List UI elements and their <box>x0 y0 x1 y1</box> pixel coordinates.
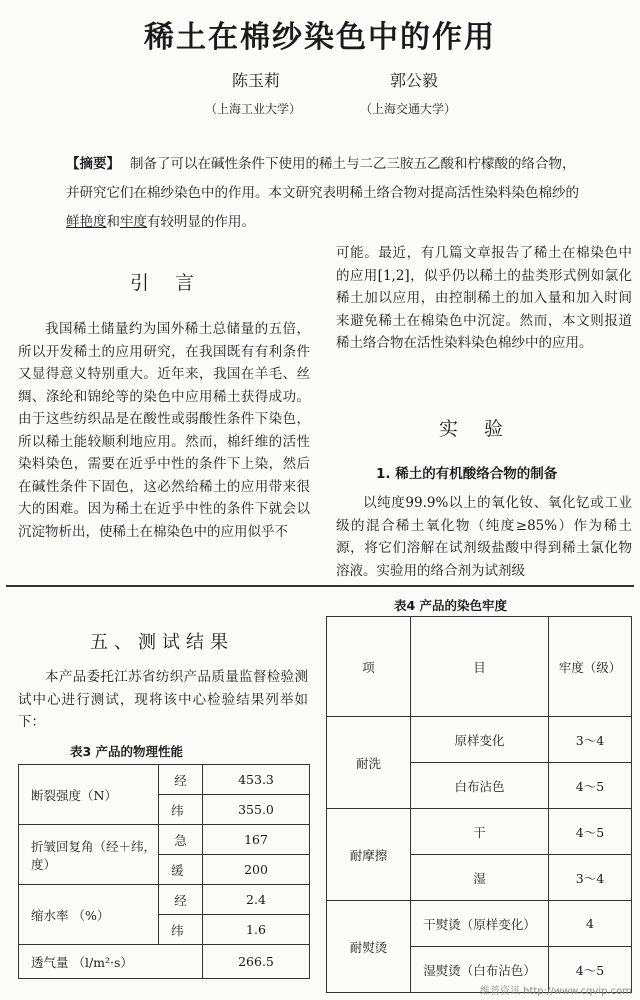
table-cell-direction: 经 <box>159 765 203 795</box>
table-cell-group: 耐洗 <box>327 717 411 809</box>
table3-caption: 表3 产品的物理性能 <box>70 744 184 759</box>
table-cell-value: 355.0 <box>203 795 310 825</box>
table-cell-item: 湿 <box>411 855 549 901</box>
section-heading-results: 五、测试结果 <box>90 632 234 653</box>
table-row <box>19 945 310 979</box>
abstract-underlined-term: 牢度 <box>120 214 147 230</box>
author-affiliation: （上海交通大学） <box>360 102 457 116</box>
section-heading-experiment: 实验 <box>438 418 529 440</box>
table-cell-value: 3～4 <box>549 717 632 763</box>
table-row <box>327 617 632 717</box>
table-row <box>327 901 632 947</box>
table-cell-direction: 急 <box>159 825 203 855</box>
table-cell-value: 167 <box>203 825 310 855</box>
table-cell-direction: 经 <box>159 885 203 915</box>
table-cell-value: 3～4 <box>549 855 632 901</box>
table-cell-value: 2.4 <box>203 885 310 915</box>
table-cell-value: 4 <box>549 901 632 947</box>
table-header-cell: 牢度（级） <box>549 617 632 717</box>
section-heading-intro: 引言 <box>129 272 220 294</box>
abstract-label: 【摘要】 <box>66 156 120 172</box>
watermark-text: 维普资讯 http://www.cqvip.com <box>479 986 632 997</box>
abstract-text: 有较明显的作用。 <box>147 214 255 230</box>
table-cell-value: 453.3 <box>203 765 310 795</box>
paper-title: 稀土在棉纱染色中的作用 <box>144 20 496 55</box>
table-cell-value: 1.6 <box>203 915 310 945</box>
author-name: 郭公毅 <box>390 71 439 90</box>
abstract-text: 制备了可以在碱性条件下使用的稀土与二乙三胺五乙酸和柠檬酸的络合物，并研究它们在棉纱染色中的作用。本文研究表明稀土络合物对提高活性染料染色棉纱的 <box>66 156 579 201</box>
table-row <box>19 825 310 855</box>
table-cell-direction: 纬 <box>159 795 203 825</box>
table-cell-value: 4～5 <box>549 809 632 855</box>
table-row <box>19 885 310 915</box>
table-header-cell: 项 <box>327 617 411 717</box>
table-cell-property: 断裂强度（N） <box>19 765 159 825</box>
table-cell-property: 缩水率 （%） <box>19 885 159 945</box>
table4 <box>326 616 632 993</box>
table-header-cell: 目 <box>411 617 549 717</box>
table-cell-direction: 纬 <box>159 915 203 945</box>
table-cell-item: 干 <box>411 809 549 855</box>
results-paragraph: 本产品委托江苏省纺织产品质量监督检验测试中心进行测试，现将该中心检验结果列举如下： <box>18 669 308 730</box>
abstract <box>66 150 586 237</box>
table-row <box>19 765 310 795</box>
table-cell-value: 200 <box>203 855 310 885</box>
table-row <box>327 717 632 763</box>
section-divider <box>6 585 634 587</box>
table-cell-property: 透气量 （l/m²·s） <box>19 945 203 979</box>
abstract-text: 和 <box>106 214 120 230</box>
table3 <box>18 764 310 979</box>
table-cell-value: 266.5 <box>203 945 310 979</box>
author-name: 陈玉莉 <box>232 71 281 90</box>
table-cell-value: 4～5 <box>549 763 632 809</box>
table-cell-value: 4～5 <box>549 947 632 993</box>
abstract-underlined-term: 鲜艳度 <box>66 214 107 230</box>
watermark <box>480 986 632 998</box>
table-cell-group: 耐熨烫 <box>327 901 411 993</box>
table-cell-direction: 缓 <box>159 855 203 885</box>
table-cell-group: 耐摩擦 <box>327 809 411 901</box>
table-cell-item: 湿熨烫（白布沾色） <box>411 947 549 993</box>
table-cell-item: 白布沾色 <box>411 763 549 809</box>
table-cell-item: 干熨烫（原样变化） <box>411 901 549 947</box>
author-affiliation: （上海工业大学） <box>205 102 302 116</box>
experiment-paragraph: 以纯度99.9%以上的氧化钕、氧化钇或工业级的混合稀土氧化物（纯度≥85%）作为稀土源，将它们溶解在试剂级盐酸中得到稀土氯化物溶液。实验用的络合剂为试剂级 <box>336 495 632 579</box>
subsection-heading: 1. 稀土的有机酸络合物的制备 <box>376 466 558 482</box>
intro-paragraph-continued: 可能。最近，有几篇文章报告了稀土在棉染色中的应用[1,2]，似乎仍以稀土的盐类形式例如氯化稀土加以应用，由控制稀土的加入量和加入时间来避免稀土在棉染色中沉淀。然而，本文则报道稀土络合物在活性染料染色棉纱中的应用。 <box>336 245 632 351</box>
table-cell-item: 原样变化 <box>411 717 549 763</box>
intro-paragraph: 我国稀土储量约为国外稀土总储量的五倍，所以开发稀土的应用研究，在我国既有有利条件又显得意义特别重大。近年来，我国在羊毛、丝绸、涤纶和锦纶等的染色中应用稀土获得成功。由于这些纺织品是在酸性或弱酸性条件下染色，所以稀土能较顺利地应用。然而，棉纤维的活性染料染色，需要在近乎中性的条件下上染，然后在碱性条件下固色，这必然给稀土的应用带来很大的困难。因为稀土在近乎中性的条件下就会以沉淀物析出，使稀土在棉染色中的应用似乎不 <box>18 321 310 540</box>
table-cell-property: 折皱回复角（经＋纬，度） <box>19 825 159 885</box>
table4-caption: 表4 产品的染色牢度 <box>394 598 508 613</box>
table-row <box>327 809 632 855</box>
